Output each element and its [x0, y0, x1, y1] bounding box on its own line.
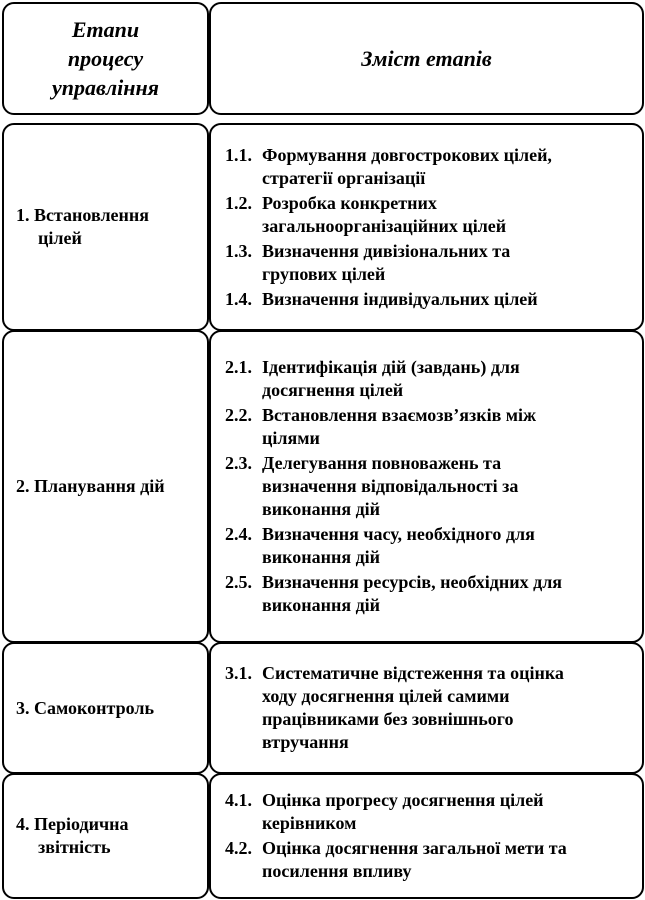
stage-label-line: цілей	[38, 228, 82, 248]
header-stages-title	[52, 15, 159, 102]
item-text	[262, 288, 538, 311]
item-number: 2.2.	[225, 405, 252, 425]
item-text-line: Встановлення взаємозв’язків між	[262, 405, 537, 425]
item-text-line: визначення відповідальності за	[262, 476, 519, 496]
content-item	[225, 404, 536, 450]
item-text-line: ходу досягнення цілей самими	[262, 686, 510, 706]
item-text	[262, 192, 506, 238]
item-number: 1.2.	[225, 192, 252, 213]
item-number: 4.2.	[225, 838, 252, 858]
content-item	[225, 523, 535, 569]
item-text	[262, 662, 564, 754]
item-text-line: стратегії організації	[262, 167, 426, 188]
stage-label-line: 1. Встановлення	[16, 205, 150, 225]
item-text-line: Ідентифікація дій (завдань) для	[262, 357, 520, 377]
item-text-line: групових цілей	[262, 263, 386, 284]
item-text	[262, 356, 520, 402]
stage-content-box	[209, 123, 644, 331]
item-text-line: досягнення цілей	[262, 380, 404, 400]
item-text-line: працівниками без зовнішнього	[262, 709, 514, 729]
item-number: 1.3.	[225, 240, 252, 261]
content-item	[225, 571, 562, 617]
stage-box	[2, 642, 209, 774]
item-number: 3.1.	[225, 663, 252, 683]
content-item	[225, 452, 518, 521]
item-text-line: Визначення індивідуальних цілей	[262, 288, 538, 309]
item-number: 1.1.	[225, 144, 252, 165]
content-item	[225, 789, 544, 835]
header-content-box	[209, 2, 644, 115]
stage-box	[2, 773, 209, 899]
item-text	[262, 144, 552, 190]
content-item	[225, 662, 564, 754]
content-item	[225, 240, 510, 286]
item-text-line: Оцінка досягнення загальної мети та	[262, 838, 567, 858]
header-stages-box	[2, 2, 209, 115]
stage-label-line: 4. Періодична	[16, 814, 129, 834]
stage-box	[2, 330, 209, 643]
item-number: 4.1.	[225, 790, 252, 810]
item-text-line: втручання	[262, 732, 349, 752]
stage-box	[2, 123, 209, 331]
item-text-line: Визначення ресурсів, необхідних для	[262, 572, 563, 592]
item-text-line: Оцінка прогресу досягнення цілей	[262, 790, 544, 810]
item-text-line: виконання дій	[262, 547, 381, 567]
item-text	[262, 404, 536, 450]
content-item	[225, 356, 520, 402]
item-text	[262, 452, 518, 521]
item-text-line: керівником	[262, 813, 357, 833]
stage-content-box	[209, 330, 644, 643]
item-number: 2.3.	[225, 453, 252, 473]
item-text-line: виконання дій	[262, 499, 381, 519]
header-content-title: Зміст етапів	[361, 46, 492, 71]
item-text	[262, 837, 567, 883]
item-number: 2.5.	[225, 572, 252, 592]
stage-label-line: 2. Планування дій	[16, 476, 165, 496]
item-text-line: Систематичне відстеження та оцінка	[262, 663, 564, 683]
stage-label-line: 3. Самоконтроль	[16, 697, 154, 718]
content-item	[225, 837, 567, 883]
item-text-line: Формування довгострокових цілей,	[262, 144, 552, 165]
item-number: 1.4.	[225, 288, 252, 309]
item-number: 2.4.	[225, 524, 252, 544]
item-text-line: посилення впливу	[262, 861, 412, 881]
stage-label-line: звітність	[38, 837, 111, 857]
item-text-line: Розробка конкретних	[262, 192, 437, 213]
header-line: процесу	[67, 46, 144, 71]
item-text-line: Визначення дивізіональних та	[262, 240, 511, 261]
item-text	[262, 571, 562, 617]
stage-content-box	[209, 773, 644, 899]
stage-content-box	[209, 642, 644, 774]
item-text-line: загальноорганізаційних цілей	[262, 215, 507, 236]
content-item	[225, 192, 506, 238]
item-text-line: виконання дій	[262, 595, 381, 615]
content-item	[225, 288, 538, 311]
content-item	[225, 144, 552, 190]
item-text	[262, 523, 535, 569]
header-line: управління	[52, 75, 159, 100]
item-text-line: Делегування повноважень та	[262, 453, 502, 473]
item-text-line: цілями	[262, 428, 320, 448]
item-text	[262, 240, 510, 286]
header-line: Етапи	[71, 17, 140, 42]
item-text	[262, 789, 544, 835]
item-number: 2.1.	[225, 357, 252, 377]
item-text-line: Визначення часу, необхідного для	[262, 524, 535, 544]
